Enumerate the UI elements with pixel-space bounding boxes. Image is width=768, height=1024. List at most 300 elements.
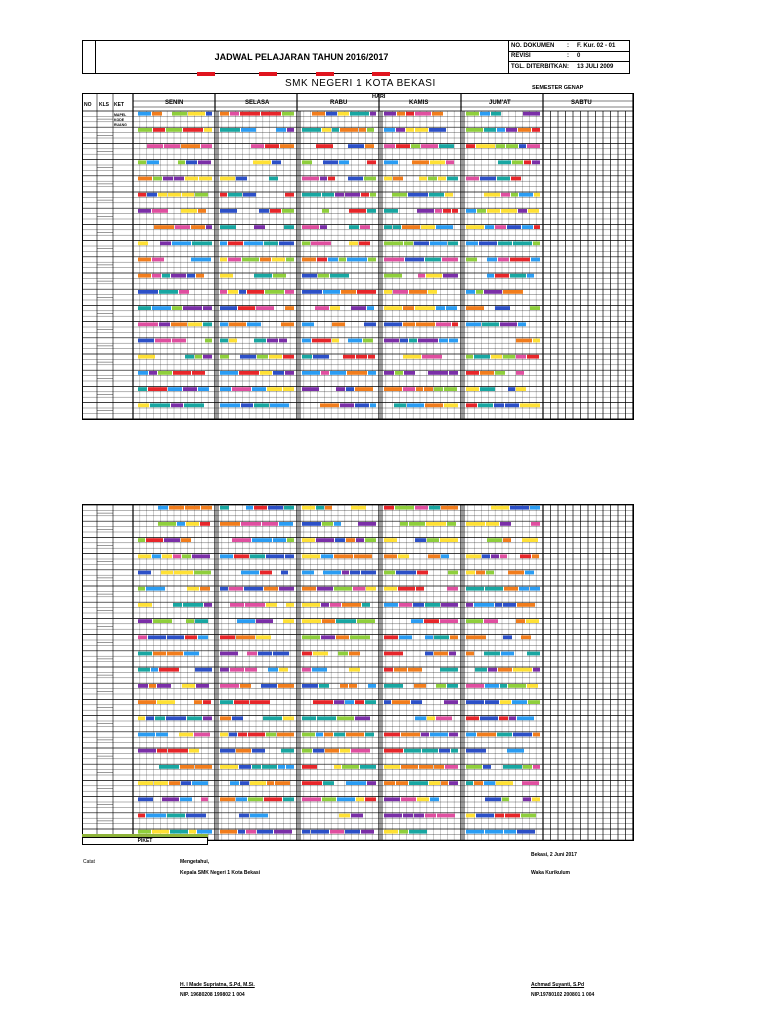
lesson-block [164, 144, 180, 148]
right-sig-role: Waka Kurikulum [531, 870, 570, 876]
lesson-block [220, 290, 227, 294]
lesson-block [340, 403, 354, 407]
lesson-block [450, 635, 458, 639]
lesson-block [480, 716, 498, 720]
lesson-block [334, 765, 341, 769]
lesson-block [365, 797, 376, 801]
lesson-block [302, 749, 312, 753]
lesson-block [238, 733, 247, 737]
lesson-block [351, 306, 366, 310]
lesson-block [495, 306, 510, 310]
lesson-block [322, 797, 336, 801]
lesson-block [254, 506, 267, 510]
lesson-block [357, 619, 375, 623]
lesson-block [342, 571, 349, 575]
lesson-block [466, 355, 473, 359]
lesson-block [302, 355, 312, 359]
lesson-block [439, 339, 448, 343]
lesson-block [466, 765, 482, 769]
lesson-block [491, 112, 501, 116]
lesson-block [302, 193, 321, 197]
lesson-block [522, 781, 539, 785]
lesson-block [497, 733, 512, 737]
lesson-block [417, 209, 434, 213]
lesson-block [173, 371, 191, 375]
lesson-block [359, 241, 370, 245]
lesson-block [384, 258, 404, 262]
lesson-block [441, 781, 448, 785]
lesson-block [452, 322, 458, 326]
lesson-block [267, 339, 278, 343]
lesson-block [449, 733, 458, 737]
lesson-block [477, 209, 486, 213]
lesson-block [466, 522, 485, 526]
lesson-block [338, 112, 349, 116]
lesson-block [516, 371, 524, 375]
lesson-block [286, 603, 294, 607]
lesson-block [501, 193, 510, 197]
lesson-block [242, 258, 259, 262]
lesson-block [159, 290, 178, 294]
school-name: SMK NEGERI 1 KOTA BEKASI [285, 78, 436, 89]
document-meta [509, 41, 629, 73]
lesson-block [362, 603, 370, 607]
lesson-block [220, 177, 235, 181]
lesson-block [466, 258, 477, 262]
lesson-block [195, 619, 208, 623]
lesson-block [283, 387, 294, 391]
lesson-block [425, 652, 433, 656]
lesson-block [239, 814, 249, 818]
lesson-block [384, 603, 398, 607]
lesson-block [195, 355, 202, 359]
lesson-block [409, 830, 427, 834]
lesson-block [220, 339, 228, 343]
lesson-block [198, 387, 209, 391]
col-kelas-label: KLS [99, 102, 109, 108]
lesson-block [351, 506, 366, 510]
lesson-block [302, 830, 310, 834]
lesson-block [316, 733, 323, 737]
lesson-block [345, 700, 354, 704]
lesson-block [220, 322, 228, 326]
day-label-selasa: SELASA [245, 100, 270, 106]
lesson-block [365, 733, 374, 737]
lesson-block [350, 571, 360, 575]
lesson-block [357, 290, 376, 294]
lesson-block [287, 128, 294, 132]
lesson-block [417, 797, 429, 801]
lesson-block [269, 177, 278, 181]
red-mark [372, 72, 390, 76]
lesson-block [282, 112, 294, 116]
lesson-block [239, 371, 259, 375]
lesson-block [406, 112, 414, 116]
lesson-block [150, 403, 170, 407]
lesson-block [156, 733, 168, 737]
lesson-block [466, 144, 475, 148]
lesson-block [283, 355, 294, 359]
meta-value: 13 JULI 2009 [577, 64, 614, 71]
lesson-block [513, 733, 532, 737]
lesson-block [178, 160, 185, 164]
lesson-block [302, 258, 316, 262]
lesson-block [384, 554, 397, 558]
lesson-block [444, 403, 458, 407]
lesson-block [187, 587, 199, 591]
lesson-block [316, 506, 324, 510]
lesson-block [430, 733, 448, 737]
lesson-block [196, 274, 204, 278]
lesson-block [250, 781, 266, 785]
lesson-block [279, 339, 287, 343]
lesson-block [228, 290, 238, 294]
lesson-block [403, 306, 414, 310]
lesson-block [262, 765, 277, 769]
lesson-block [364, 177, 376, 181]
lesson-block [192, 241, 212, 245]
lesson-block [491, 355, 502, 359]
lesson-block [146, 814, 166, 818]
lesson-block [146, 587, 165, 591]
lesson-block [324, 733, 333, 737]
lesson-block [159, 765, 179, 769]
lesson-block [313, 749, 324, 753]
lesson-block [384, 306, 402, 310]
lesson-block [349, 652, 360, 656]
lesson-block [183, 306, 202, 310]
left-sig-nip: NIP. 19680208 199802 1 004 [180, 992, 245, 998]
lesson-block [349, 209, 366, 213]
lesson-block [317, 258, 327, 262]
lesson-block [361, 193, 369, 197]
lesson-block [398, 554, 409, 558]
lesson-block [146, 538, 163, 542]
lesson-block [443, 274, 458, 278]
lesson-block [384, 290, 392, 294]
lesson-block [275, 781, 290, 785]
lesson-block [518, 322, 526, 326]
lesson-block [503, 603, 516, 607]
lesson-block [427, 716, 435, 720]
meta-row-doc: NO. DOKUMEN : F. Kur. 02 - 01 [509, 41, 629, 52]
lesson-block [404, 371, 415, 375]
lesson-block [485, 830, 503, 834]
lesson-block [444, 700, 458, 704]
lesson-block [283, 716, 294, 720]
lesson-block [254, 403, 269, 407]
lesson-block [503, 538, 511, 542]
lesson-block [174, 177, 184, 181]
lesson-block [234, 700, 249, 704]
lesson-block [302, 177, 319, 181]
lesson-block [220, 554, 233, 558]
lesson-block [508, 571, 524, 575]
lesson-block [270, 209, 281, 213]
lesson-block [240, 781, 249, 785]
lesson-block [504, 587, 518, 591]
lesson-block [482, 322, 499, 326]
lesson-block [273, 371, 284, 375]
lesson-block [287, 538, 294, 542]
lesson-block [347, 371, 367, 375]
lesson-block [152, 112, 162, 116]
lesson-block [439, 144, 454, 148]
lesson-block [436, 716, 452, 720]
lesson-block [138, 241, 148, 245]
lesson-block [466, 290, 475, 294]
lesson-block [498, 668, 512, 672]
lesson-block [398, 587, 415, 591]
lesson-block [503, 765, 522, 769]
lesson-block [421, 225, 435, 229]
lesson-block [138, 322, 158, 326]
lesson-block [229, 733, 237, 737]
lesson-block [220, 506, 229, 510]
lesson-block [138, 209, 151, 213]
lesson-block [188, 322, 202, 326]
lesson-block [384, 684, 403, 688]
lesson-block [486, 522, 499, 526]
lesson-block [519, 144, 526, 148]
lesson-block [440, 668, 458, 672]
lesson-block [395, 371, 403, 375]
meta-row-date: TGL. DITERBITKAN : 13 JULI 2009 [511, 64, 614, 71]
lesson-block [186, 814, 206, 818]
day-label-jumat: JUM'AT [489, 100, 511, 106]
lesson-block [203, 355, 212, 359]
lesson-block [232, 716, 243, 720]
lesson-block [443, 209, 451, 213]
lesson-block [322, 128, 331, 132]
lesson-block [406, 128, 414, 132]
lesson-block [312, 339, 331, 343]
lesson-block [321, 603, 329, 607]
lesson-block [497, 177, 510, 181]
lesson-block [322, 522, 333, 526]
schedule-grid-bottom [83, 505, 633, 840]
lesson-block [532, 797, 540, 801]
lesson-block [189, 749, 199, 753]
lesson-block [158, 371, 172, 375]
lesson-block [244, 241, 263, 245]
lesson-block [368, 258, 376, 262]
lesson-block [328, 258, 338, 262]
lesson-block [138, 339, 154, 343]
piket-label: PIKET [82, 837, 208, 845]
lesson-block [434, 652, 448, 656]
lesson-block [346, 538, 355, 542]
lesson-block [281, 322, 294, 326]
lesson-block [527, 274, 534, 278]
lesson-block [250, 700, 270, 704]
lesson-block [153, 177, 162, 181]
lesson-block [345, 193, 360, 197]
lesson-block [302, 225, 319, 229]
lesson-block [466, 635, 486, 639]
lesson-block [168, 749, 188, 753]
lesson-block [302, 339, 311, 343]
lesson-block [474, 781, 483, 785]
lesson-block [138, 652, 152, 656]
lesson-block [532, 160, 540, 164]
lesson-block [252, 387, 266, 391]
lesson-block [312, 668, 327, 672]
lesson-block [399, 603, 412, 607]
lesson-block [384, 538, 397, 542]
lesson-block [350, 635, 370, 639]
lesson-block [355, 387, 373, 391]
lesson-block [172, 306, 182, 310]
lesson-block [466, 554, 481, 558]
lesson-block [332, 339, 339, 343]
lesson-block [415, 128, 428, 132]
lesson-block [186, 619, 194, 623]
lesson-block [302, 668, 311, 672]
lesson-block [185, 506, 200, 510]
lesson-block [367, 209, 376, 213]
lesson-block [449, 781, 458, 785]
lesson-block [521, 635, 531, 639]
lesson-block [466, 387, 479, 391]
meta-row-revisi: REVISI : 0 [509, 52, 629, 63]
lesson-block [368, 684, 376, 688]
lesson-block [228, 193, 242, 197]
lesson-block [474, 603, 494, 607]
lesson-block [466, 371, 479, 375]
day-label-sabtu: SABTU [571, 100, 592, 106]
lesson-block [285, 290, 294, 294]
lesson-block [476, 290, 483, 294]
lesson-block [177, 522, 185, 526]
lesson-block [384, 814, 402, 818]
lesson-block [237, 619, 255, 623]
lesson-block [367, 160, 376, 164]
lesson-block [501, 209, 517, 213]
lesson-block [532, 128, 540, 132]
lesson-block [399, 635, 412, 639]
lesson-block [138, 371, 148, 375]
lesson-block [181, 209, 197, 213]
schedule-table-top [82, 93, 634, 420]
lesson-block [159, 322, 170, 326]
lesson-block [466, 241, 478, 245]
lesson-block [245, 603, 265, 607]
lesson-block [425, 814, 436, 818]
lesson-block [412, 160, 429, 164]
lesson-block [384, 635, 398, 639]
lesson-block [198, 635, 208, 639]
lesson-block [185, 177, 198, 181]
lesson-block [440, 619, 458, 623]
lesson-block [220, 128, 240, 132]
lesson-block [349, 684, 357, 688]
lesson-block [480, 177, 496, 181]
lesson-block [220, 749, 235, 753]
lesson-block [247, 652, 257, 656]
lesson-block [428, 290, 437, 294]
lesson-block [510, 506, 529, 510]
lesson-block [220, 355, 229, 359]
lesson-block [429, 506, 440, 510]
lesson-block [149, 684, 156, 688]
lesson-block [220, 797, 235, 801]
lesson-block [510, 258, 530, 262]
lesson-block [173, 603, 182, 607]
lesson-block [478, 403, 493, 407]
lesson-block [416, 587, 424, 591]
lesson-block [517, 603, 535, 607]
lesson-block [345, 830, 360, 834]
lesson-block [384, 112, 396, 116]
lesson-block [466, 684, 484, 688]
lesson-block [229, 587, 243, 591]
lesson-block [338, 652, 348, 656]
lesson-block [384, 652, 403, 656]
lesson-block [500, 522, 511, 526]
lesson-block [531, 258, 540, 262]
lesson-block [466, 112, 479, 116]
lesson-block [183, 387, 197, 391]
lesson-block [169, 781, 180, 785]
lesson-block [434, 635, 449, 639]
lesson-block [182, 554, 191, 558]
lesson-block [368, 371, 376, 375]
lesson-block [186, 160, 197, 164]
lesson-block [182, 684, 195, 688]
day-strip [215, 111, 219, 419]
lesson-block [267, 387, 282, 391]
right-sig-name: Achmad Suyanti, S.Pd [531, 982, 585, 988]
lesson-block [147, 144, 163, 148]
lesson-block [466, 322, 481, 326]
lesson-block [335, 538, 345, 542]
lesson-block [508, 387, 515, 391]
right-sig-nip: NIP.19780102 200801 1 004 [531, 992, 595, 998]
lesson-block [334, 733, 345, 737]
lesson-block [238, 830, 245, 834]
lesson-block [254, 225, 265, 229]
lesson-block [173, 554, 181, 558]
lesson-block [384, 209, 398, 213]
lesson-block [435, 209, 442, 213]
lesson-block [194, 571, 211, 575]
lesson-block [422, 749, 438, 753]
lesson-block [516, 619, 525, 623]
lesson-block [138, 668, 150, 672]
lesson-block [346, 387, 354, 391]
lesson-block [285, 193, 294, 197]
lesson-block [503, 355, 515, 359]
lesson-block [424, 387, 433, 391]
lesson-block [138, 306, 151, 310]
lesson-block [500, 684, 507, 688]
lesson-block [392, 700, 410, 704]
lesson-block [241, 403, 253, 407]
lesson-block [418, 274, 425, 278]
lesson-block [302, 506, 315, 510]
lesson-block [286, 258, 294, 262]
lesson-block [476, 814, 494, 818]
lesson-block [511, 193, 518, 197]
lesson-block [525, 571, 534, 575]
lesson-block [166, 128, 182, 132]
lesson-block [320, 225, 327, 229]
lesson-block [241, 128, 256, 132]
lesson-block [201, 144, 212, 148]
lesson-block [534, 193, 540, 197]
lesson-block [236, 177, 247, 181]
